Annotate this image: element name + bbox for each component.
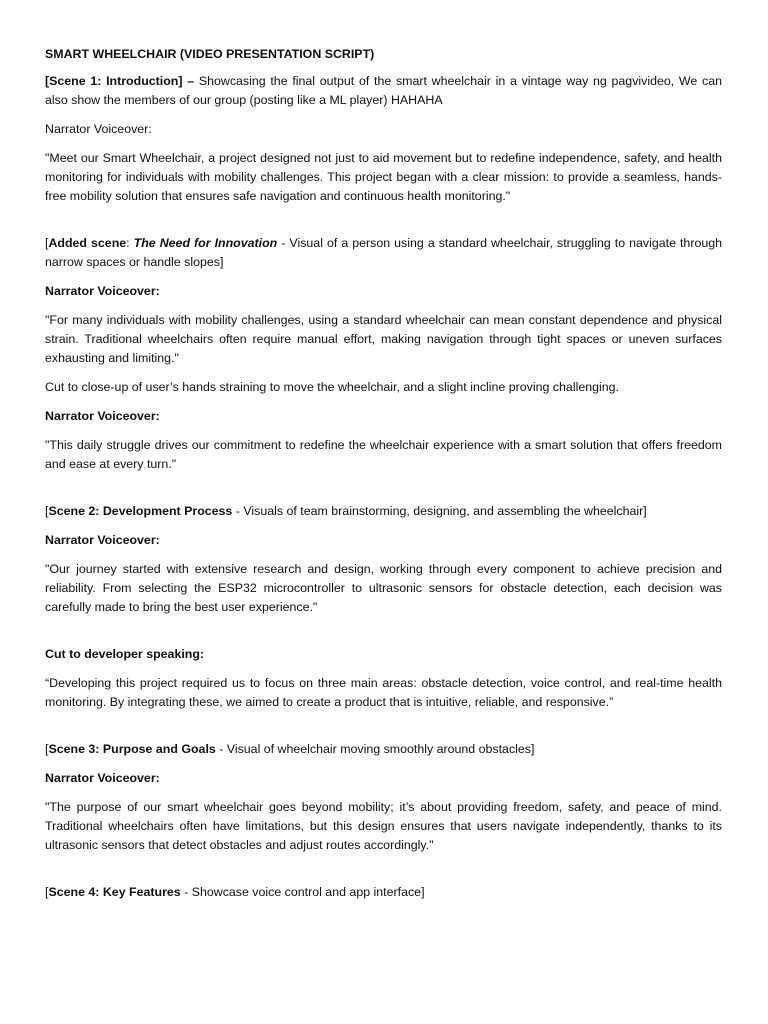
- scene-1-narrator-label: Narrator Voiceover:: [45, 122, 152, 136]
- added-scene-quote-2: "This daily struggle drives our commitment to redefine the wheelchair experience with a smart solution that offers freedom and ease at every turn.": [45, 438, 722, 471]
- added-scene-label: Added scene: [48, 236, 127, 250]
- narrator-label-text: Narrator Voiceover:: [45, 533, 160, 547]
- scene-1-heading: [Scene 1: Introduction] –: [45, 74, 195, 88]
- scene-2-developer-label: [45, 645, 722, 664]
- scene-2-bracket: [: [45, 504, 49, 518]
- added-scene-bracket: [: [45, 236, 49, 250]
- scene-3-paragraph: [45, 740, 722, 759]
- scene-2-narrator-label: [45, 531, 722, 550]
- scene-4-paragraph: [45, 883, 722, 902]
- scene-2-description: - Visuals of team brainstorming, designing, and assembling the wheelchair]: [232, 504, 647, 518]
- narrator-label-text: Narrator Voiceover:: [45, 409, 160, 423]
- scene-3-quote: "The purpose of our smart wheelchair goes beyond mobility; it’s about providing freedom, safety, and peace of mind. Traditional wheelchairs often have limitations, but this design ensures that users navigate independently, thanks to its ultrasonic sensors that detect obstacles and adjust routes accordingly.": [45, 800, 722, 852]
- scene-3-narrator-label: [45, 769, 722, 788]
- scene-1-description: Showcasing the final output of the smart wheelchair in a vintage way ng pagvivideo, We can also show the members of our group (posting like a ML player) HAHAHA: [45, 74, 722, 107]
- document-page: [45, 45, 722, 912]
- scene-4-description: - Showcase voice control and app interface]: [180, 885, 425, 899]
- scene-2-heading: Scene 2: Development Process: [48, 504, 233, 518]
- document-title: SMART WHEELCHAIR (VIDEO PRESENTATION SCRIPT): [45, 47, 375, 61]
- developer-label-text: Cut to developer speaking:: [45, 647, 205, 661]
- scene-4-heading: Scene 4: Key Features: [48, 885, 181, 899]
- narrator-label-text: Narrator Voiceover:: [45, 771, 160, 785]
- scene-3-heading: Scene 3: Purpose and Goals: [48, 742, 216, 756]
- added-scene-description: - Visual of a person using a standard wheelchair, struggling to navigate through narrow spaces or handle slopes]: [45, 236, 723, 269]
- scene-1-paragraph: [45, 72, 722, 110]
- scene-2-quote: "Our journey started with extensive research and design, working through every component to achieve precision and reliability. From selecting the ESP32 microcontroller to ultrasonic sensors for obstacle detection, each decision was carefully made to bring the best user experience.": [45, 562, 722, 614]
- added-scene-narrator-label-2: [45, 407, 722, 426]
- added-scene-cut-text: Cut to close-up of user’s hands straining to move the wheelchair, and a slight incline proving challenging.: [45, 380, 619, 394]
- scene-4-bracket: [: [45, 885, 49, 899]
- added-scene-paragraph: [45, 234, 722, 272]
- scene-3-bracket: [: [45, 742, 49, 756]
- added-scene-colon: :: [126, 236, 134, 250]
- added-scene-narrator-label-1: [45, 282, 722, 301]
- scene-1-quote: "Meet our Smart Wheelchair, a project designed not just to aid movement but to redefine independence, safety, and health monitoring for individuals with mobility challenges. This project began with a clear mission: to provide a seamless, hands-free mobility solution that ensures safe navigation and continuous health monitoring.": [45, 151, 722, 203]
- scene-2-developer-quote: “Developing this project required us to focus on three main areas: obstacle detection, voice control, and real-time health monitoring. By integrating these, we aimed to create a product that is intuitive, reliable, and responsive.”: [45, 676, 722, 709]
- scene-3-description: - Visual of wheelchair moving smoothly around obstacles]: [215, 742, 535, 756]
- scene-2-paragraph: [45, 502, 722, 521]
- narrator-label-text: Narrator Voiceover:: [45, 284, 160, 298]
- added-scene-quote-1: "For many individuals with mobility challenges, using a standard wheelchair can mean constant dependence and physical strain. Traditional wheelchairs often require manual effort, making navigation through tight spaces or uneven surfaces exhausting and limiting.": [45, 313, 722, 365]
- added-scene-subtitle: The Need for Innovation: [133, 236, 278, 250]
